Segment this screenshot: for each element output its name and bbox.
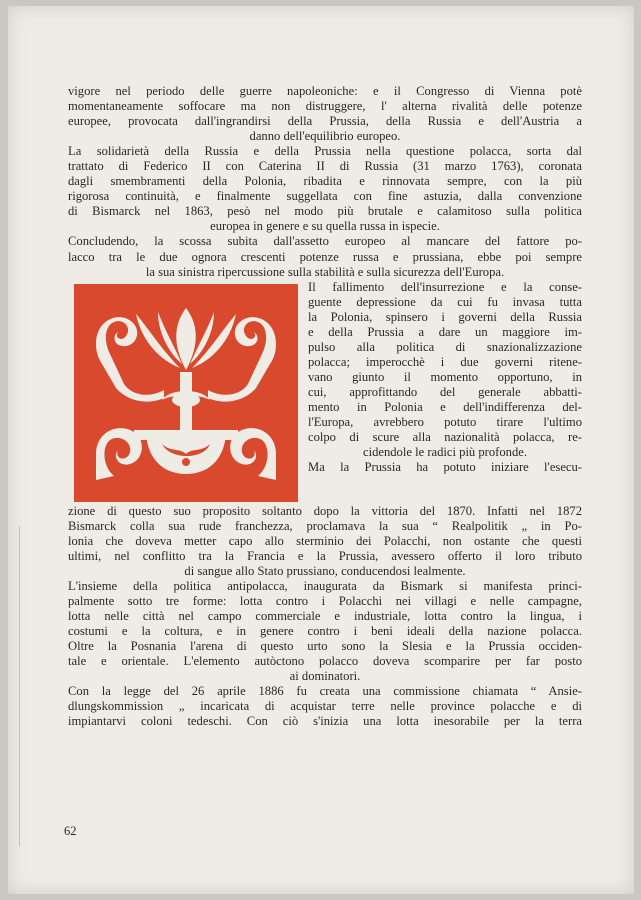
text-line: l'Europa, avrebbero potuto tirare l'ultimo (308, 415, 582, 430)
text-line: momentaneamente soffocare ma non distruggere, l' alterna rivalità delle potenze (68, 99, 582, 114)
text-line: colpo di scure alla nazionalità polacca, re- (308, 430, 582, 445)
text-line: dagli smembramenti della Polonia, ribadita e rinnovata sempre, con la più (68, 174, 582, 189)
text-line: palmente sotto tre forme: lotta contro i Polacchi nei villagi e nelle campagne, (68, 593, 582, 608)
text-line: vigore nel periodo delle guerre napoleoniche: e il Congresso di Vienna potè (68, 84, 582, 98)
text-line: impiantarvi coloni tedeschi. Con ciò s'inizia una lotta inesorabile per la terra (68, 714, 582, 729)
text-line: la Polonia, spinsero i governi della Russia (308, 309, 582, 324)
text-line: vano giunto il momento opportuno, in (308, 369, 582, 384)
text-line: cui, approfittando del generale abbatti- (308, 384, 582, 399)
text-line: Con la legge del 26 aprile 1886 fu creata una commissione chiamata “ Ansie- (68, 684, 582, 699)
text-line: lonia che doveva metter capo allo sterminio dei Polacchi, non ostante che questi (68, 533, 582, 548)
text-line: Bismarck colla sua rude franchezza, proclamava la sua “ Realpolitik „ in Po- (68, 518, 582, 533)
flower-in-vase-woodcut-icon (74, 284, 298, 502)
text-line: guente depressione da cui fu invasa tutta (308, 294, 582, 309)
text-line: Oltre la Posnania l'arena di questo urto sono la Slesia e la Prussia occiden- (68, 639, 582, 654)
text-line: cidendole le radici più profonde. (362, 445, 527, 460)
text-line: L'insieme della politica antipolacca, inaugurata da Bismark si manifesta princi- (68, 578, 582, 593)
text-line: La solidarietà della Russia e della Prussia nella questione polacca, sorta dal (68, 144, 582, 159)
text-line: danno dell'equilibrio europeo. (249, 129, 401, 144)
text-line: costumi e la coltura, e in genere contro i beni ideali della nazione polacca. (68, 623, 582, 638)
text-line: la sua sinistra ripercussione sulla stabilità e sulla sicurezza dell'Europa. (145, 264, 505, 279)
text-line: lacco tra le due ognora crescenti potenze russa e prussiana, ebbe poi sempre (68, 249, 582, 264)
text-line: Ma la Prussia ha potuto iniziare l'esecu- (308, 460, 582, 475)
text-line: europea in genere e su quella russa in ispecie. (210, 219, 440, 234)
text-line: polacca; imperocchè i due governi ritene- (308, 354, 582, 369)
text-column (68, 84, 582, 729)
text-line: ultimi, nel conflitto tra la Francia e la Prussia, avessero offerto il loro tributo (68, 548, 582, 563)
text-line: Il fallimento dell'insurrezione e la conse- (308, 279, 582, 294)
text-line: mento in Polonia e dell'indifferenza del- (308, 399, 582, 414)
text-line: pulso alla politica di snazionalizzazione (308, 339, 582, 354)
text-line: zione di questo suo proposito soltanto dopo la vittoria del 1870. Infatti nel 1872 (68, 503, 582, 518)
page-number: 62 (64, 824, 77, 838)
text-line: ai dominatori. (289, 669, 361, 684)
text-line: dlungskommission „ incaricata di acquistar terre nelle province polacche e di (68, 699, 582, 714)
text-line: rigorosa continuità, e finalmente suggellata con fine astuzia, dalla convenzione (68, 189, 582, 204)
text-line: europee, provocata dall'ingrandirsi della Prussia, della Russia e dell'Austria a (68, 114, 582, 129)
text-line: Concludendo, la scossa subita dall'assetto europeo al mancare del fattore po- (68, 234, 582, 249)
text-line: di Bismarck nel 1863, pesò nel modo più brutale e calamitoso sulla politica (68, 204, 582, 219)
page-fold-line (19, 526, 20, 846)
text-line: trattato di Federico II con Caterina II di Russia (31 marzo 1763), coronata (68, 159, 582, 174)
text-line: lotta nelle città nel campo commerciale e industriale, lotta contro la lingua, i (68, 608, 582, 623)
book-page (8, 6, 634, 894)
text-line: di sangue allo Stato prussiano, conducendosi lealmente. (184, 563, 466, 578)
woodcut-ornament (74, 284, 298, 502)
text-line: e della Prussia a dare un maggiore im- (308, 324, 582, 339)
text-line: tale e orientale. L'elemento autòctono polacco doveva scomparire per far posto (68, 654, 582, 669)
